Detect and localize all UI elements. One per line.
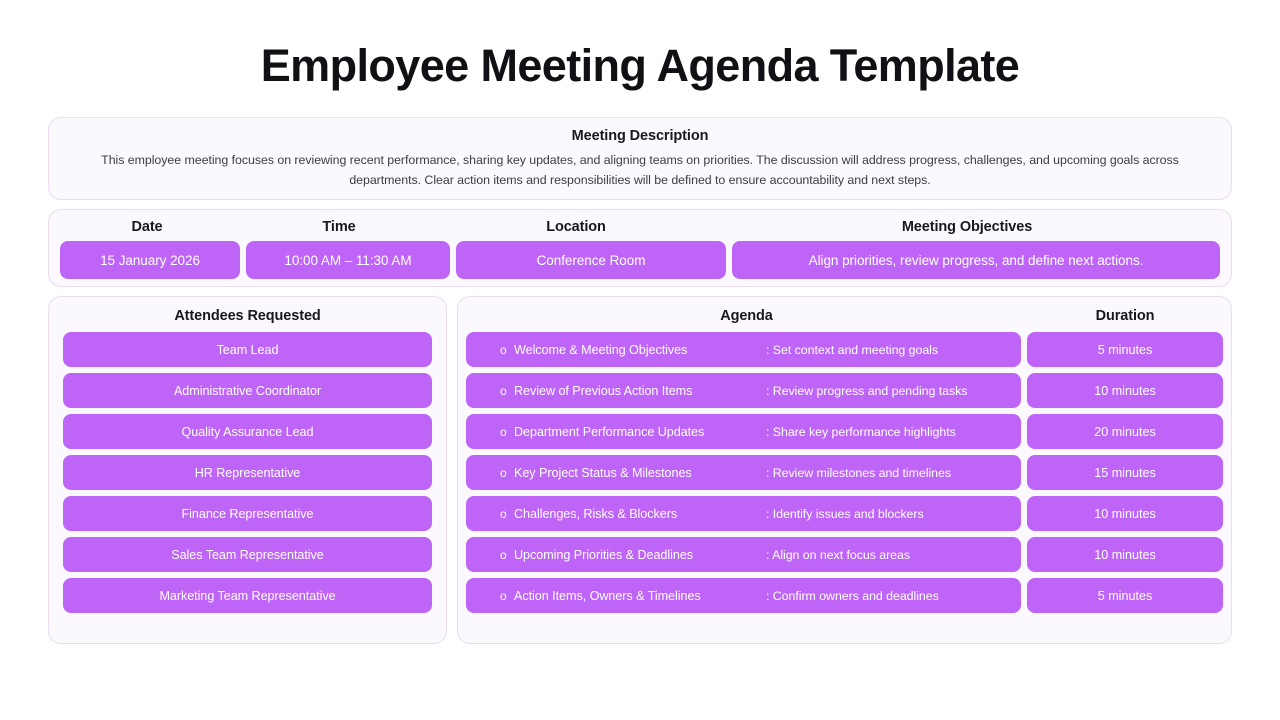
bullet-icon: o bbox=[500, 547, 507, 562]
agenda-detail: : Set context and meeting goals bbox=[766, 342, 939, 357]
date-label: Date bbox=[131, 219, 163, 235]
bullet-icon: o bbox=[500, 465, 507, 480]
agenda-detail: : Review milestones and timelines bbox=[766, 465, 951, 480]
bullet-icon: o bbox=[500, 588, 507, 603]
list-item[interactable]: Sales Team Representative bbox=[63, 537, 432, 572]
agenda-topic: Department Performance Updates bbox=[514, 424, 705, 439]
agenda-topic: Upcoming Priorities & Deadlines bbox=[514, 547, 694, 562]
agenda-detail: : Confirm owners and deadlines bbox=[766, 588, 939, 603]
agenda-headings bbox=[466, 308, 1223, 324]
agenda-duration[interactable]: 10 minutes bbox=[1027, 537, 1223, 572]
date-value[interactable]: 15 January 2026 bbox=[60, 241, 240, 279]
agenda-item[interactable] bbox=[466, 332, 1021, 367]
list-item[interactable]: Quality Assurance Lead bbox=[63, 414, 432, 449]
list-item[interactable]: Finance Representative bbox=[63, 496, 432, 531]
location-label: Location bbox=[546, 219, 606, 235]
attendees-card bbox=[48, 296, 447, 644]
table-row bbox=[466, 578, 1223, 613]
list-item[interactable]: Marketing Team Representative bbox=[63, 578, 432, 613]
list-item[interactable]: Team Lead bbox=[63, 332, 432, 367]
location-value[interactable]: Conference Room bbox=[456, 241, 726, 279]
agenda-topic: Key Project Status & Milestones bbox=[514, 465, 692, 480]
bullet-icon: o bbox=[500, 383, 507, 398]
agenda-duration[interactable]: 10 minutes bbox=[1027, 496, 1223, 531]
bullet-icon: o bbox=[500, 424, 507, 439]
objectives-label: Meeting Objectives bbox=[901, 219, 1033, 235]
meeting-description-card bbox=[48, 117, 1232, 200]
agenda-topic: Action Items, Owners & Timelines bbox=[514, 588, 701, 603]
objectives-value[interactable]: Align priorities, review progress, and define next actions. bbox=[732, 241, 1220, 279]
agenda-topic: Welcome & Meeting Objectives bbox=[514, 342, 688, 357]
time-value[interactable]: 10:00 AM – 11:30 AM bbox=[246, 241, 450, 279]
agenda-duration[interactable]: 5 minutes bbox=[1027, 578, 1223, 613]
table-row bbox=[466, 496, 1223, 531]
meeting-meta-values bbox=[57, 241, 1223, 279]
list-item[interactable]: HR Representative bbox=[63, 455, 432, 490]
agenda-card bbox=[457, 296, 1232, 644]
page-title: Employee Meeting Agenda Template bbox=[260, 40, 1020, 91]
table-row bbox=[466, 414, 1223, 449]
agenda-duration[interactable]: 10 minutes bbox=[1027, 373, 1223, 408]
agenda-detail: : Review progress and pending tasks bbox=[766, 383, 968, 398]
bullet-icon: o bbox=[500, 506, 507, 521]
agenda-topic: Challenges, Risks & Blockers bbox=[514, 506, 678, 521]
attendees-list bbox=[57, 332, 438, 613]
time-label: Time bbox=[322, 219, 356, 235]
agenda-heading: Agenda bbox=[720, 308, 773, 324]
agenda-rows bbox=[466, 332, 1223, 613]
agenda-detail: : Align on next focus areas bbox=[766, 547, 910, 562]
agenda-item[interactable] bbox=[466, 537, 1021, 572]
list-item[interactable]: Administrative Coordinator bbox=[63, 373, 432, 408]
table-row bbox=[466, 537, 1223, 572]
agenda-item[interactable] bbox=[466, 578, 1021, 613]
agenda-detail: : Share key performance highlights bbox=[766, 424, 956, 439]
agenda-duration[interactable]: 15 minutes bbox=[1027, 455, 1223, 490]
meeting-description-text: This employee meeting focuses on reviewing recent performance, sharing key updates, and aligning teams on priorities. The discussion will address progress, challenges, and upcoming goals across departments. Clear action items and responsibilities will be defined to ensure accountability and next steps. bbox=[101, 153, 1179, 187]
table-row bbox=[466, 373, 1223, 408]
bottom-section bbox=[48, 296, 1232, 644]
agenda-item[interactable] bbox=[466, 414, 1021, 449]
agenda-duration[interactable]: 5 minutes bbox=[1027, 332, 1223, 367]
bullet-icon: o bbox=[500, 342, 507, 357]
agenda-duration[interactable]: 20 minutes bbox=[1027, 414, 1223, 449]
attendees-heading: Attendees Requested bbox=[174, 308, 321, 324]
table-row bbox=[466, 332, 1223, 367]
agenda-item[interactable] bbox=[466, 496, 1021, 531]
agenda-item[interactable] bbox=[466, 373, 1021, 408]
meeting-meta-card bbox=[48, 209, 1232, 287]
agenda-topic: Review of Previous Action Items bbox=[514, 383, 693, 398]
meeting-meta-headings bbox=[57, 219, 1223, 235]
agenda-detail: : Identify issues and blockers bbox=[766, 506, 924, 521]
meeting-description-heading: Meeting Description bbox=[571, 128, 709, 144]
agenda-item[interactable] bbox=[466, 455, 1021, 490]
table-row bbox=[466, 455, 1223, 490]
duration-heading: Duration bbox=[1095, 308, 1155, 324]
